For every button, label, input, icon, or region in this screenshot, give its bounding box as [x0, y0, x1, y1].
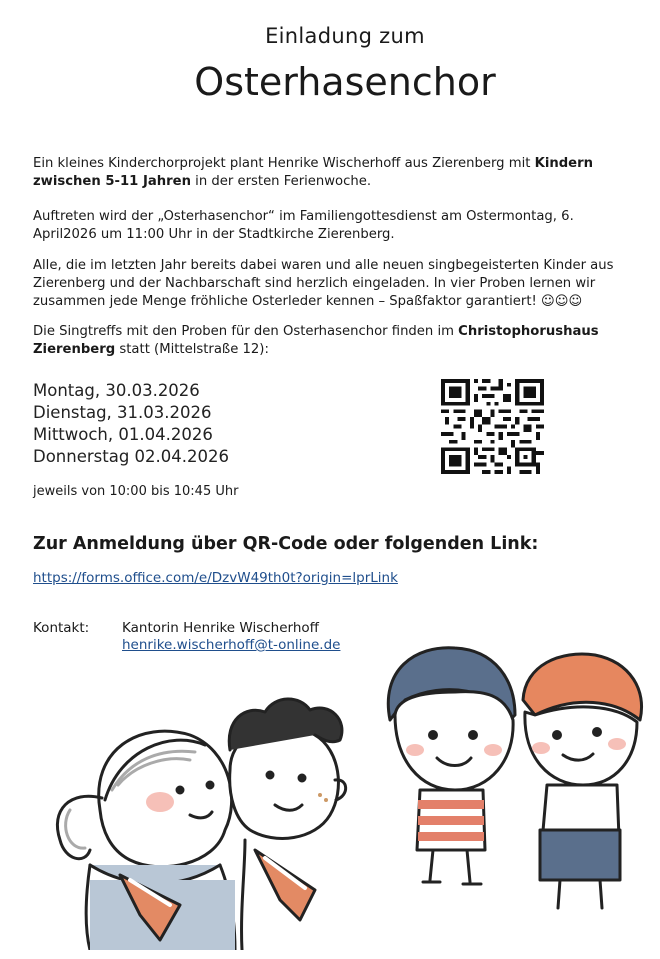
- date-item: Montag, 30.03.2026: [33, 381, 200, 400]
- date-item: Dienstag, 31.03.2026: [33, 403, 212, 422]
- invitation-paragraph: Alle, die im letzten Jahr bereits dabei waren und alle neuen singbegeisterten Kinder aus Zierenberg und der Nachbarschaft sind herzlich eingeladen. In vier Proben lernen wir zusammen jede Menge fröhliche Osterleder kennen – Spaßfaktor garantiert! ☺☺☺: [33, 258, 614, 309]
- rehearsal-dates: [33, 380, 229, 468]
- children-illustration-right: [375, 640, 650, 920]
- date-item: Donnerstag 02.04.2026: [33, 447, 230, 466]
- contact-email-link[interactable]: henrike.wischerhoff@t-online.de: [122, 637, 341, 653]
- page-title: Osterhasenchor: [194, 60, 496, 104]
- registration-link[interactable]: https://forms.office.com/e/DzvW49th0t?origin=lprLink: [33, 570, 398, 586]
- children-illustration-left: [30, 690, 350, 950]
- registration-heading: Zur Anmeldung über QR-Code oder folgenden Link:: [33, 534, 539, 554]
- contact-name: Kantorin Henrike Wischerhoff: [122, 620, 319, 636]
- subtitle: Einladung zum: [265, 24, 425, 48]
- intro-paragraph: Ein kleines Kinderchorprojekt plant Henrike Wischerhoff aus Zierenberg mit Kindern zwischen 5-11 Jahren in der ersten Ferienwoche.: [33, 156, 594, 189]
- rehearsal-times: jeweils von 10:00 bis 10:45 Uhr: [33, 484, 239, 499]
- qr-code[interactable]: [441, 379, 544, 474]
- contact-label: Kontakt:: [33, 620, 90, 636]
- date-item: Mittwoch, 01.04.2026: [33, 425, 213, 444]
- venue-paragraph: Die Singtreffs mit den Proben für den Osterhasenchor finden im Christophorushaus Zierenberg statt (Mittelstraße 12):: [33, 324, 599, 357]
- performance-paragraph: Auftreten wird der „Osterhasenchor“ im Familiengottesdienst am Ostermontag, 6. April2026 um 11:00 Uhr in der Stadtkirche Zierenberg.: [33, 209, 574, 242]
